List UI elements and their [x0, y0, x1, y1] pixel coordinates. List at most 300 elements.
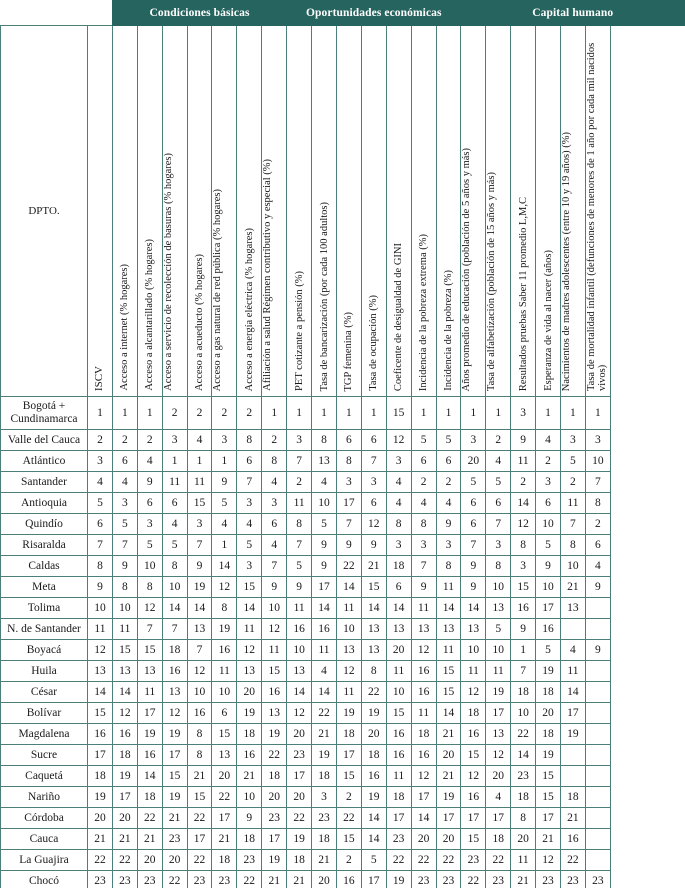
rank-cell: 15	[88, 703, 113, 724]
rank-cell: 12	[336, 661, 361, 682]
rank-cell: 17	[137, 703, 162, 724]
row-label: Caldas	[1, 556, 88, 577]
rank-cell: 23	[262, 808, 287, 829]
rank-cell: 22	[361, 682, 386, 703]
rank-cell: 8	[511, 535, 536, 556]
rank-cell: 16	[187, 703, 212, 724]
row-label: Atlántico	[1, 451, 88, 472]
rank-cell: 2	[262, 430, 287, 451]
rank-cell: 10	[336, 619, 361, 640]
rank-cell: 1	[336, 397, 361, 430]
rank-cell: 21	[162, 808, 187, 829]
rank-cell: 23	[187, 871, 212, 888]
rank-cell: 3	[112, 493, 137, 514]
rank-cell: 13	[287, 661, 312, 682]
rank-cell: 5	[137, 535, 162, 556]
rank-cell: 5	[237, 535, 262, 556]
rank-cell: 20	[436, 829, 461, 850]
rank-cell: 9	[237, 808, 262, 829]
table-row	[1, 745, 685, 766]
column-header-18	[536, 26, 561, 397]
rank-cell: 23	[386, 829, 411, 850]
rank-cell: 19	[560, 724, 585, 745]
rank-cell: 1	[112, 397, 137, 430]
rank-cell: 23	[585, 871, 610, 888]
rank-cell: 14	[560, 682, 585, 703]
rank-cell: 2	[486, 430, 511, 451]
rank-cell: 3	[411, 535, 436, 556]
rank-cell: 9	[137, 472, 162, 493]
rank-cell: 20	[137, 850, 162, 871]
rank-cell: 19	[88, 787, 113, 808]
row-label: Caquetá	[1, 766, 88, 787]
column-header-wrap-9	[312, 27, 336, 395]
rank-cell: 11	[287, 493, 312, 514]
group-header-1: Condiciones básicas	[112, 1, 286, 26]
rank-cell: 13	[361, 619, 386, 640]
rank-cell: 6	[162, 493, 187, 514]
rank-cell: 7	[112, 535, 137, 556]
rank-cell: 7	[137, 619, 162, 640]
rank-cell: 5	[536, 535, 561, 556]
table-row	[1, 535, 685, 556]
rank-cell: 10	[112, 598, 137, 619]
row-label: Boyacá	[1, 640, 88, 661]
rank-cell: 18	[312, 766, 337, 787]
rank-cell: 11	[560, 661, 585, 682]
rank-cell: 1	[436, 397, 461, 430]
rank-cell: 7	[511, 661, 536, 682]
row-label: Tolima	[1, 598, 88, 619]
rank-cell: 6	[411, 451, 436, 472]
rank-cell: 15	[461, 745, 486, 766]
rank-cell: 20	[486, 766, 511, 787]
rank-cell: 7	[287, 451, 312, 472]
column-header-label-14: Incidencia de la pobreza (%)	[442, 270, 454, 391]
column-header-2	[137, 26, 162, 397]
rank-cell: 17	[336, 745, 361, 766]
rank-cell: 3	[461, 430, 486, 451]
rank-cell: 17	[212, 808, 237, 829]
rank-cell: 1	[585, 397, 610, 430]
rank-cell: 14	[187, 598, 212, 619]
column-header-label-17: Resultados pruebas Saber 11 promedio L,M,C	[517, 196, 529, 391]
rank-cell: 18	[411, 724, 436, 745]
rank-cell: 17	[411, 787, 436, 808]
column-header-wrap-3	[163, 27, 187, 395]
rank-cell: 4	[312, 661, 337, 682]
rank-cell: 6	[461, 514, 486, 535]
rank-cell: 16	[137, 745, 162, 766]
rank-cell: 19	[212, 619, 237, 640]
table-head	[1, 1, 685, 397]
rank-cell: 14	[361, 598, 386, 619]
table-row	[1, 577, 685, 598]
rank-cell: 12	[212, 577, 237, 598]
rank-cell: 2	[212, 397, 237, 430]
rank-cell: 9	[536, 556, 561, 577]
rank-cell: 3	[511, 556, 536, 577]
rank-cell: 20	[287, 787, 312, 808]
rank-cell: 15	[361, 577, 386, 598]
rank-cell: 6	[486, 493, 511, 514]
rank-cell: 18	[312, 829, 337, 850]
rank-cell: 1	[511, 640, 536, 661]
rank-cell: 23	[212, 871, 237, 888]
rank-cell: 9	[585, 640, 610, 661]
rank-cell: 2	[88, 430, 113, 451]
rank-cell: 18	[237, 724, 262, 745]
rank-cell: 18	[511, 682, 536, 703]
rank-cell: 22	[461, 871, 486, 888]
rank-cell: 11	[411, 703, 436, 724]
rank-cell: 14	[287, 682, 312, 703]
rank-cell: 21	[137, 829, 162, 850]
rank-cell: 3	[187, 514, 212, 535]
rank-cell: 11	[336, 598, 361, 619]
rank-cell: 3	[237, 556, 262, 577]
column-header-wrap-19	[561, 27, 585, 395]
table-row	[1, 640, 685, 661]
table-row	[1, 472, 685, 493]
table-row	[1, 451, 685, 472]
rank-cell: 21	[287, 871, 312, 888]
column-header-wrap-4	[188, 27, 212, 395]
rank-cell: 14	[361, 808, 386, 829]
rank-cell: 13	[486, 598, 511, 619]
table-row	[1, 493, 685, 514]
rank-cell: 19	[287, 829, 312, 850]
rank-cell: 16	[112, 724, 137, 745]
rank-cell: 7	[560, 514, 585, 535]
rank-cell: 13	[336, 640, 361, 661]
rank-cell: 10	[486, 577, 511, 598]
rank-cell: 3	[312, 787, 337, 808]
rank-cell: 1	[361, 397, 386, 430]
rank-cell: 17	[262, 829, 287, 850]
column-header-label-20: Tasa de mortalidad infantil (defunciones de menores de 1 año por cada mil nacidos vivos)	[585, 42, 608, 391]
table-row	[1, 514, 685, 535]
rank-cell: 6	[461, 493, 486, 514]
rank-cell: 23	[486, 871, 511, 888]
rank-cell: 6	[262, 514, 287, 535]
rank-cell: 18	[486, 829, 511, 850]
rank-cell: 6	[386, 577, 411, 598]
row-label: Magdalena	[1, 724, 88, 745]
rank-cell: 17	[88, 745, 113, 766]
rank-cell: 2	[287, 472, 312, 493]
table-row	[1, 598, 685, 619]
column-header-wrap-14	[437, 27, 461, 395]
rank-cell: 15	[536, 766, 561, 787]
column-header-wrap-0	[88, 27, 112, 395]
rank-cell: 2	[560, 472, 585, 493]
rank-cell: 1	[162, 451, 187, 472]
rank-cell: 6	[536, 493, 561, 514]
column-header-16	[486, 26, 511, 397]
rank-cell: 14	[312, 598, 337, 619]
rank-cell: 19	[162, 787, 187, 808]
column-header-0	[88, 26, 113, 397]
rank-cell: 12	[287, 703, 312, 724]
rank-cell: 17	[312, 577, 337, 598]
rank-cell: 16	[536, 619, 561, 640]
rank-cell: 14	[436, 598, 461, 619]
rank-cell: 10	[536, 577, 561, 598]
rank-cell: 10	[162, 577, 187, 598]
column-header-label-12: Coeficente de desigualdad de GINI	[393, 242, 405, 391]
rank-cell	[585, 787, 610, 808]
rank-cell: 19	[312, 745, 337, 766]
rank-cell	[585, 745, 610, 766]
rank-cell: 6	[237, 451, 262, 472]
rank-cell: 16	[361, 766, 386, 787]
rank-cell: 6	[112, 451, 137, 472]
column-header-wrap-7	[262, 27, 286, 395]
rank-cell: 8	[162, 556, 187, 577]
rank-cell: 22	[162, 871, 187, 888]
column-header-wrap-5	[212, 27, 236, 395]
rank-cell: 10	[237, 787, 262, 808]
column-header-wrap-6	[237, 27, 261, 395]
column-header-17	[511, 26, 536, 397]
rank-cell: 16	[511, 598, 536, 619]
rank-cell: 4	[312, 472, 337, 493]
rank-cell: 12	[411, 766, 436, 787]
rank-cell: 17	[386, 808, 411, 829]
rank-cell: 6	[137, 493, 162, 514]
rank-cell: 11	[461, 661, 486, 682]
rank-cell: 3	[386, 451, 411, 472]
table-row	[1, 850, 685, 871]
column-header-label-19: Nacimientos de madres adolescentes (entre 10 y 19 años) (%)	[560, 131, 572, 391]
rank-cell: 8	[411, 514, 436, 535]
rank-cell: 13	[361, 640, 386, 661]
rank-cell: 14	[461, 598, 486, 619]
rank-cell: 22	[386, 850, 411, 871]
rank-cell: 9	[312, 535, 337, 556]
rank-cell: 23	[237, 850, 262, 871]
rank-cell: 20	[536, 703, 561, 724]
rank-cell: 19	[536, 661, 561, 682]
rank-cell: 5	[212, 493, 237, 514]
rank-cell: 5	[536, 640, 561, 661]
rank-cell: 22	[312, 703, 337, 724]
rank-cell: 22	[560, 850, 585, 871]
column-header-label-1: Acceso a internet (% hogares)	[119, 264, 131, 391]
column-header-label-15: Años promedio de educación (población de 5 años y más)	[461, 147, 473, 391]
rank-cell: 4	[262, 472, 287, 493]
rank-cell: 11	[137, 682, 162, 703]
column-header-label-2: Acceso a alcantarillado (% hogares)	[144, 239, 156, 391]
rank-cell: 19	[137, 724, 162, 745]
rank-cell	[585, 808, 610, 829]
rank-cell: 13	[187, 619, 212, 640]
table-row	[1, 397, 685, 430]
rank-cell: 11	[237, 619, 262, 640]
rank-cell: 2	[436, 472, 461, 493]
rank-cell: 4	[486, 787, 511, 808]
rank-cell: 17	[436, 808, 461, 829]
rank-cell: 7	[187, 640, 212, 661]
rank-cell: 9	[511, 619, 536, 640]
rank-cell: 9	[436, 514, 461, 535]
rank-cell: 21	[187, 766, 212, 787]
rank-cell: 12	[262, 619, 287, 640]
rank-cell: 7	[585, 472, 610, 493]
rank-cell: 1	[486, 397, 511, 430]
rank-cell: 7	[486, 514, 511, 535]
rank-cell: 9	[461, 577, 486, 598]
rank-cell: 11	[262, 640, 287, 661]
rank-cell: 16	[411, 745, 436, 766]
rank-cell: 3	[262, 493, 287, 514]
rank-cell: 14	[436, 703, 461, 724]
rank-cell: 9	[336, 535, 361, 556]
rank-cell: 17	[287, 766, 312, 787]
rank-cell: 18	[336, 724, 361, 745]
rank-cell: 19	[361, 703, 386, 724]
rank-cell: 6	[585, 535, 610, 556]
rank-cell: 21	[511, 871, 536, 888]
rank-cell: 18	[461, 703, 486, 724]
rank-cell: 5	[312, 514, 337, 535]
rank-cell: 14	[386, 598, 411, 619]
rank-cell: 3	[212, 430, 237, 451]
rank-cell: 15	[137, 640, 162, 661]
rank-cell: 13	[88, 661, 113, 682]
column-header-label-11: Tasa de ocupación (%)	[368, 295, 380, 391]
table-row	[1, 682, 685, 703]
rank-cell: 8	[436, 556, 461, 577]
rank-cell: 13	[212, 745, 237, 766]
rank-cell: 11	[560, 493, 585, 514]
rank-cell: 5	[88, 493, 113, 514]
rank-cell: 11	[511, 451, 536, 472]
row-label: Santander	[1, 472, 88, 493]
rank-cell: 22	[436, 850, 461, 871]
rank-cell: 21	[312, 850, 337, 871]
rank-cell: 2	[411, 472, 436, 493]
rank-cell: 13	[262, 703, 287, 724]
rank-cell: 21	[88, 829, 113, 850]
column-header-5	[212, 26, 237, 397]
rank-cell	[585, 829, 610, 850]
rank-cell: 11	[162, 472, 187, 493]
rank-cell: 22	[212, 787, 237, 808]
rank-cell: 6	[361, 493, 386, 514]
rank-cell: 9	[461, 556, 486, 577]
rank-cell: 22	[137, 808, 162, 829]
row-label: Cauca	[1, 829, 88, 850]
rank-cell: 12	[88, 640, 113, 661]
column-header-label-8: PET cotizante a pensión (%)	[293, 271, 305, 391]
rank-cell: 4	[536, 430, 561, 451]
rank-cell: 15	[187, 787, 212, 808]
rank-cell: 7	[287, 535, 312, 556]
column-header-12	[386, 26, 411, 397]
rank-cell	[560, 745, 585, 766]
rank-cell: 8	[511, 808, 536, 829]
rank-cell: 22	[112, 850, 137, 871]
rank-cell: 8	[88, 556, 113, 577]
rank-cell: 1	[212, 451, 237, 472]
table-row	[1, 661, 685, 682]
rank-cell: 19	[187, 577, 212, 598]
column-header-1	[112, 26, 137, 397]
rank-cell: 15	[386, 703, 411, 724]
rank-cell: 10	[88, 598, 113, 619]
rank-cell: 15	[112, 640, 137, 661]
rank-cell: 8	[585, 493, 610, 514]
rank-cell: 13	[237, 661, 262, 682]
rank-cell: 22	[336, 556, 361, 577]
table-row	[1, 787, 685, 808]
rank-cell: 21	[212, 829, 237, 850]
rank-cell	[585, 661, 610, 682]
rank-cell: 7	[262, 556, 287, 577]
rank-cell: 1	[262, 397, 287, 430]
rank-cell: 9	[112, 556, 137, 577]
column-header-label-13: Incidencia de la pobreza extrema (%)	[418, 233, 430, 391]
rank-cell: 10	[312, 493, 337, 514]
rank-cell: 3	[536, 472, 561, 493]
rank-cell: 7	[361, 451, 386, 472]
rank-cell: 9	[361, 535, 386, 556]
rank-cell: 4	[112, 472, 137, 493]
rank-cell: 16	[461, 787, 486, 808]
rank-cell: 20	[237, 682, 262, 703]
rank-cell: 21	[112, 829, 137, 850]
column-header-label-16: Tasa de alfabetización (población de 15 años y más)	[486, 171, 498, 391]
rank-cell: 6	[436, 451, 461, 472]
rank-cell: 5	[162, 535, 187, 556]
column-header-wrap-20	[586, 27, 610, 395]
rank-cell: 3	[88, 451, 113, 472]
rank-cell: 10	[560, 556, 585, 577]
rank-cell: 18	[212, 850, 237, 871]
rank-cell: 15	[336, 829, 361, 850]
rank-cell: 14	[511, 745, 536, 766]
rank-cell: 1	[212, 535, 237, 556]
rank-cell: 13	[162, 682, 187, 703]
rank-cell: 12	[411, 640, 436, 661]
rank-cell: 21	[436, 766, 461, 787]
rank-cell: 7	[411, 556, 436, 577]
rank-cell: 23	[162, 829, 187, 850]
table-row	[1, 829, 685, 850]
rank-cell	[585, 850, 610, 871]
table-row	[1, 619, 685, 640]
rank-cell: 14	[88, 682, 113, 703]
rank-cell: 4	[386, 493, 411, 514]
rank-cell: 16	[386, 724, 411, 745]
column-header-label-9: Tasa de bancarización (por cada 100 adultos)	[318, 201, 330, 391]
row-label: Chocó	[1, 871, 88, 888]
rank-cell: 10	[585, 451, 610, 472]
rank-cell: 18	[112, 745, 137, 766]
rank-cell: 10	[461, 640, 486, 661]
rank-cell: 22	[237, 871, 262, 888]
rank-cell: 22	[262, 745, 287, 766]
rank-cell: 12	[461, 682, 486, 703]
row-label: César	[1, 682, 88, 703]
table-row	[1, 703, 685, 724]
rank-cell: 15	[162, 766, 187, 787]
column-header-19	[560, 26, 585, 397]
rank-cell: 4	[436, 493, 461, 514]
column-header-label-6: Acceso a energía eléctrica (% hogares)	[243, 227, 255, 391]
